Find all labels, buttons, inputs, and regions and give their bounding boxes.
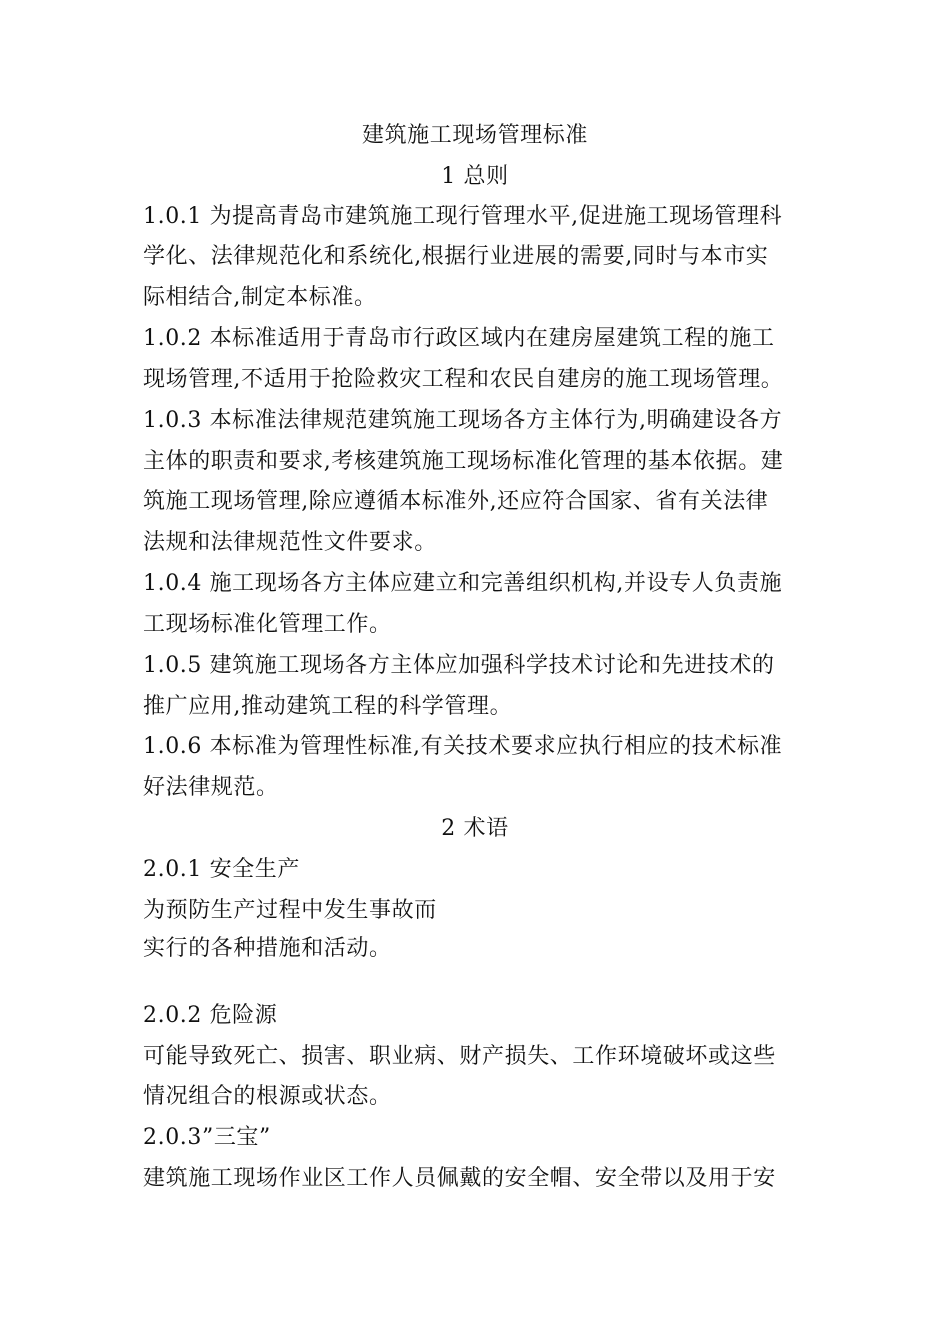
paragraph-line: 2.0.2 危险源	[143, 1003, 278, 1028]
paragraph-line: 2.0.1 安全生产	[143, 857, 300, 882]
paragraph-line: 1.0.2 本标准适用于青岛市行政区域内在建房屋建筑工程的施工	[143, 326, 775, 351]
paragraph-line: 际相结合,制定本标准。	[143, 285, 377, 310]
paragraph-line: 1.0.6 本标准为管理性标准,有关技术要求应执行相应的技术标准	[143, 734, 783, 759]
paragraph-line: 工现场标准化管理工作。	[143, 612, 392, 637]
paragraph-line: 法规和法律规范性文件要求。	[143, 530, 437, 555]
paragraph-line: 推广应用,推动建筑工程的科学管理。	[143, 694, 513, 719]
paragraph-line: 1.0.3 本标准法律规范建筑施工现场各方主体行为,明确建设各方	[143, 408, 783, 433]
section-heading-general: 1 总则	[441, 164, 509, 189]
paragraph-line: 实行的各种措施和活动。	[143, 936, 392, 961]
paragraph-line: 1.0.1 为提高青岛市建筑施工现行管理水平,促进施工现场管理科	[143, 204, 783, 229]
paragraph-line: 学化、法律规范化和系统化,根据行业进展的需要,同时与本市实	[143, 244, 769, 269]
section-heading-terms: 2 术语	[441, 816, 509, 841]
paragraph-line: 主体的职责和要求,考核建筑施工现场标准化管理的基本依据。建	[143, 449, 784, 474]
paragraph-line: 建筑施工现场作业区工作人员佩戴的安全帽、安全带以及用于安	[143, 1166, 776, 1191]
paragraph-line: 好法律规范。	[143, 775, 279, 800]
paragraph-line: 1.0.5 建筑施工现场各方主体应加强科学技术讨论和先进技术的	[143, 653, 775, 678]
paragraph-line: 为预防生产过程中发生事故而	[143, 898, 437, 923]
paragraph-line: 现场管理,不适用于抢险救灾工程和农民自建房的施工现场管理。	[143, 367, 784, 392]
paragraph-line: 筑施工现场管理,除应遵循本标准外,还应符合国家、省有关法律	[143, 489, 769, 514]
paragraph-line: 2.0.3”三宝”	[143, 1125, 271, 1150]
paragraph-line: 可能导致死亡、损害、职业病、财产损失、工作环境破坏或这些	[143, 1044, 776, 1069]
paragraph-line: 情况组合的根源或状态。	[143, 1084, 392, 1109]
paragraph-line: 1.0.4 施工现场各方主体应建立和完善组织机构,并设专人负责施	[143, 571, 783, 596]
document-title: 建筑施工现场管理标准	[361, 123, 588, 148]
